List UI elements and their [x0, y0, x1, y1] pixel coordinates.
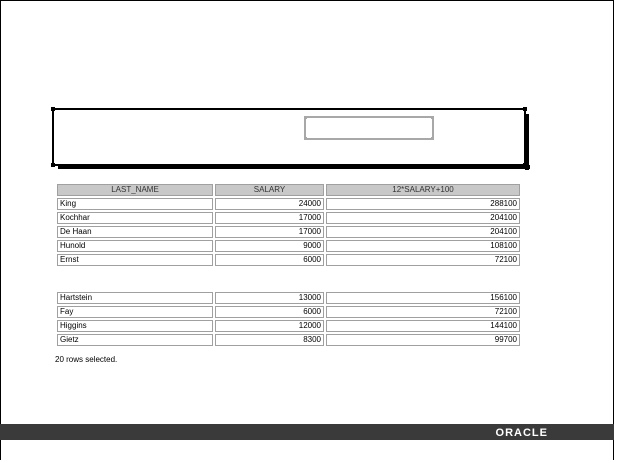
- cell-last-name: Hunold: [57, 240, 213, 252]
- cell-last-name: Gietz: [57, 334, 213, 346]
- corner-handle: [304, 137, 307, 140]
- cell-last-name: Kochhar: [57, 212, 213, 224]
- footer-bar: [0, 424, 614, 440]
- results-table-bottom: [55, 290, 522, 348]
- table-header-row: [57, 184, 520, 196]
- oracle-logo: ORACLE: [495, 427, 548, 439]
- cell-salary: 24000: [215, 198, 324, 210]
- corner-handle: [51, 107, 55, 111]
- cell-last-name: Hartstein: [57, 292, 213, 304]
- cell-last-name: Ernst: [57, 254, 213, 266]
- table-row: [57, 254, 520, 266]
- table-row: [57, 212, 520, 224]
- cell-salary: 6000: [215, 254, 324, 266]
- cell-annual-salary: 72100: [326, 306, 520, 318]
- query-highlight-box: [304, 116, 434, 140]
- cell-salary: 17000: [215, 212, 324, 224]
- cell-annual-salary: 108100: [326, 240, 520, 252]
- cell-annual-salary: 204100: [326, 226, 520, 238]
- column-header-annual-salary: 12*SALARY+100: [326, 184, 520, 196]
- column-header-last-name: LAST_NAME: [57, 184, 213, 196]
- table-row: [57, 292, 520, 304]
- cell-salary: 6000: [215, 306, 324, 318]
- sql-query-box: [52, 108, 526, 166]
- cell-annual-salary: 288100: [326, 198, 520, 210]
- table-row: [57, 198, 520, 210]
- cell-salary: 8300: [215, 334, 324, 346]
- cell-annual-salary: 72100: [326, 254, 520, 266]
- cell-last-name: De Haan: [57, 226, 213, 238]
- cell-salary: 13000: [215, 292, 324, 304]
- results-table-top: [55, 182, 522, 268]
- column-header-salary: SALARY: [215, 184, 324, 196]
- corner-handle: [304, 116, 307, 119]
- table-row: [57, 240, 520, 252]
- table-row: [57, 334, 520, 346]
- cell-salary: 9000: [215, 240, 324, 252]
- table-row: [57, 306, 520, 318]
- corner-handle: [431, 116, 434, 119]
- corner-handle: [523, 107, 527, 111]
- cell-salary: 12000: [215, 320, 324, 332]
- cell-last-name: Higgins: [57, 320, 213, 332]
- cell-last-name: Fay: [57, 306, 213, 318]
- box-shadow: [58, 165, 530, 169]
- cell-annual-salary: 99700: [326, 334, 520, 346]
- corner-handle: [431, 137, 434, 140]
- cell-annual-salary: 204100: [326, 212, 520, 224]
- corner-handle: [51, 163, 55, 167]
- box-shadow: [525, 114, 529, 170]
- cell-last-name: King: [57, 198, 213, 210]
- cell-annual-salary: 144100: [326, 320, 520, 332]
- rows-selected-status: 20 rows selected.: [55, 355, 118, 364]
- table-row: [57, 320, 520, 332]
- cell-annual-salary: 156100: [326, 292, 520, 304]
- table-row: [57, 226, 520, 238]
- cell-salary: 17000: [215, 226, 324, 238]
